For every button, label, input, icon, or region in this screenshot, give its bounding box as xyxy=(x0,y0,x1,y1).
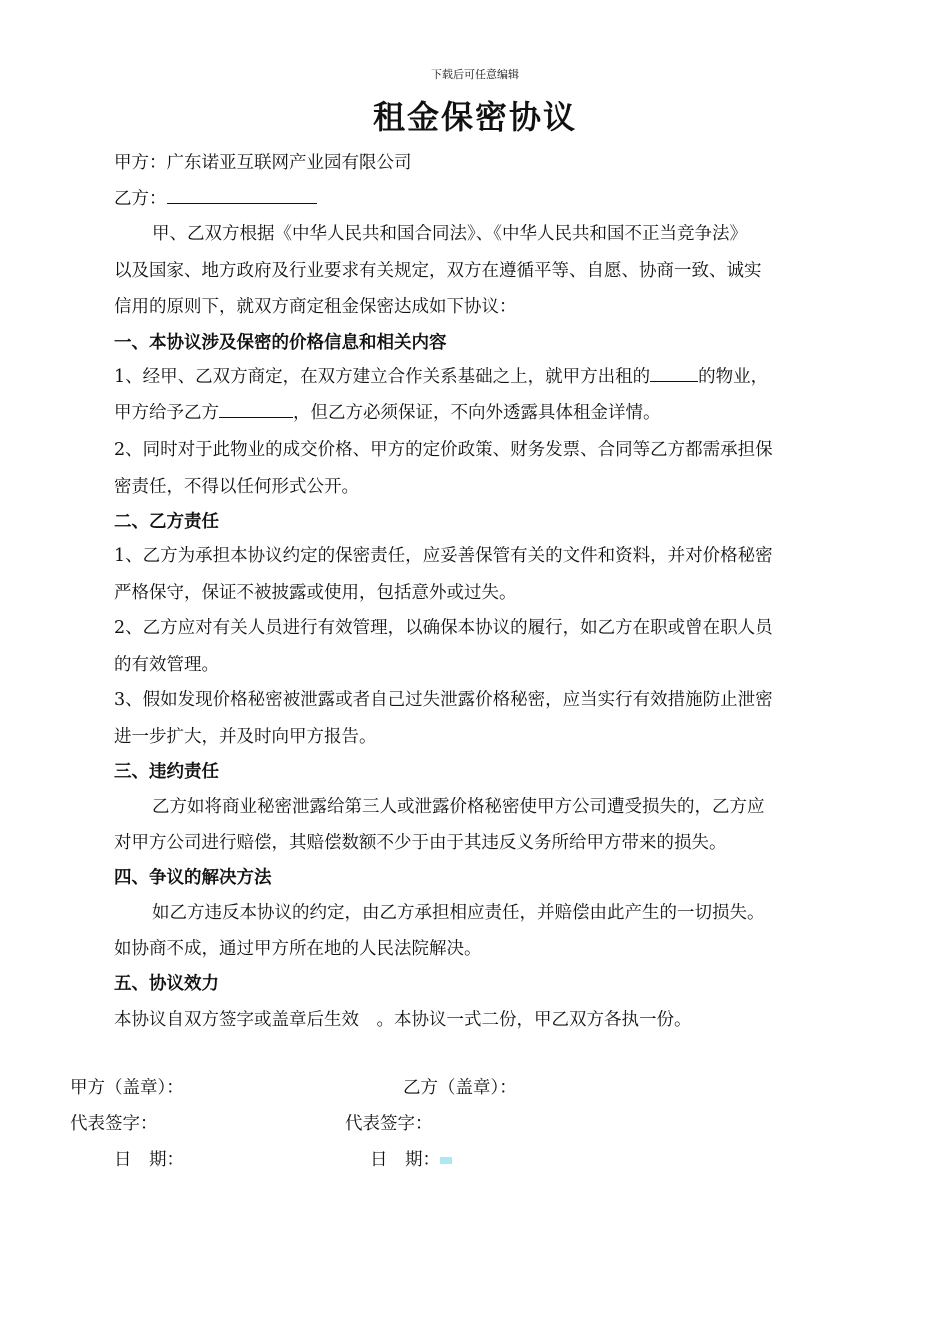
party-a-date: 日 期： xyxy=(114,1150,184,1170)
clause-line: 乙方如将商业秘密泄露给第三人或泄露价格秘密使甲方公司遭受损失的，乙方应 xyxy=(152,797,765,817)
clause-text: 甲方给予乙方 xyxy=(114,403,219,423)
clause-line: 2、乙方应对有关人员进行有效管理，以确保本协议的履行，如乙方在职或曾在职人员 xyxy=(114,618,773,638)
property-blank[interactable] xyxy=(650,365,698,382)
clause-line: 3、假如发现价格秘密被泄露或者自己过失泄露价格秘密，应当实行有效措施防止泄密 xyxy=(114,690,773,710)
intro-line: 信用的原则下，就双方商定租金保密达成如下协议： xyxy=(114,297,517,317)
clause-line xyxy=(114,401,661,425)
section-heading: 二、乙方责任 xyxy=(114,512,219,532)
clause-line xyxy=(114,365,768,389)
clause-text: 的物业， xyxy=(698,367,769,387)
intro-line: 甲、乙双方根据《中华人民共和国合同法》、《中华人民共和国不正当竞争法》 xyxy=(152,224,747,244)
price-blank[interactable] xyxy=(219,401,293,418)
party-b xyxy=(114,187,317,211)
clause-line: 进一步扩大，并及时向甲方报告。 xyxy=(114,727,377,747)
party-a-seal: 甲方（盖章）： xyxy=(70,1078,184,1098)
party-a-rep: 代表签字： xyxy=(70,1114,158,1134)
cursor-highlight xyxy=(440,1157,452,1164)
clause-line: 密责任，不得以任何形式公开。 xyxy=(114,477,359,497)
clause-line: 如协商不成，通过甲方所在地的人民法院解决。 xyxy=(114,939,482,959)
clause-line: 1、乙方为承担本协议约定的保密责任，应妥善保管有关的文件和资料，并对价格秘密 xyxy=(114,546,773,566)
clause-line: 严格保守，保证不被披露或使用，包括意外或过失。 xyxy=(114,583,517,603)
party-b-blank[interactable] xyxy=(167,187,317,204)
party-b-rep: 代表签字： xyxy=(345,1114,433,1134)
section-heading: 四、争议的解决方法 xyxy=(114,868,272,888)
section-heading: 一、本协议涉及保密的价格信息和相关内容 xyxy=(114,333,447,353)
section-heading: 五、协议效力 xyxy=(114,974,219,994)
party-b-label: 乙方： xyxy=(114,189,167,209)
intro-line: 以及国家、地方政府及行业要求有关规定，双方在遵循平等、自愿、协商一致、诚实 xyxy=(114,261,762,281)
clause-line: 本协议自双方签字或盖章后生效 。本协议一式二份，甲乙双方各执一份。 xyxy=(114,1010,692,1030)
clause-text: 1、经甲、乙双方商定，在双方建立合作关系基础之上，就甲方出租的 xyxy=(114,367,651,387)
date-label: 日 期： xyxy=(370,1150,440,1170)
section-heading: 三、违约责任 xyxy=(114,762,219,782)
page-title: 租金保密协议 xyxy=(372,98,577,136)
header-note: 下载后可任意编辑 xyxy=(431,68,519,81)
clause-line: 2、同时对于此物业的成交价格、甲方的定价政策、财务发票、合同等乙方都需承担保 xyxy=(114,440,773,460)
clause-line: 如乙方违反本协议的约定，由乙方承担相应责任，并赔偿由此产生的一切损失。 xyxy=(152,903,765,923)
party-b-date xyxy=(370,1148,452,1172)
clause-line: 对甲方公司进行赔偿，其赔偿数额不少于由于其违反义务所给甲方带来的损失。 xyxy=(114,833,727,853)
party-a: 甲方：广东诺亚互联网产业园有限公司 xyxy=(114,153,412,173)
party-b-seal: 乙方（盖章）： xyxy=(403,1078,517,1098)
clause-line: 的有效管理。 xyxy=(114,655,219,675)
clause-text: ，但乙方必须保证，不向外透露具体租金详情。 xyxy=(293,403,661,423)
